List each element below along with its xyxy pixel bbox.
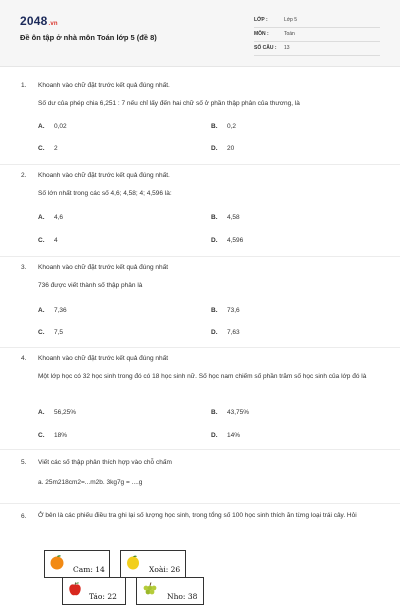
option-c[interactable] [38,237,58,244]
grape-icon [141,581,159,597]
option-value: 4,6 [54,214,64,221]
divider [0,256,400,257]
option-b[interactable] [211,409,249,416]
meta-key: MÔN : [254,31,269,37]
answer-field[interactable]: a. 25m218cm2=...m2b. 3kg7g = ....g [38,479,143,486]
option-letter: D. [211,432,218,439]
question-number: 5. [21,459,27,466]
option-letter: D. [211,237,218,244]
option-value: 2 [54,145,58,152]
orange-icon [49,554,65,570]
option-value: 7,36 [54,307,67,314]
option-value: 56,25% [54,409,77,416]
question-body: Số lớn nhất trong các số 4,6; 4,58; 4; 4,596 là: [38,190,172,197]
divider [0,449,400,450]
option-b[interactable] [211,123,236,130]
fruit-card-label: Táo: 22 [89,592,117,601]
fruit-card-label: Cam: 14 [73,565,105,574]
option-letter: A. [38,123,45,130]
option-d[interactable] [211,329,240,336]
option-letter: C. [38,237,45,244]
question-number: 1. [21,82,27,89]
question-body: Một lớp học có 32 học sinh trong đó có 18 học sinh nữ. Số học nam chiếm số phần trăm số học sinh của lớp đó là [38,373,367,380]
option-letter: B. [211,123,218,130]
question-body: Số dư của phép chia 6,251 : 7 nếu chỉ lấy đến hai chữ số ở phần thập phân của thương, là [38,100,300,107]
meta-question-count [254,43,380,56]
option-d[interactable] [211,145,234,152]
apple-icon [67,581,83,597]
fruit-card-grape [136,577,204,605]
question-number: 4. [21,355,27,362]
option-c[interactable] [38,432,67,439]
document-header [0,0,400,67]
option-value: 7,5 [54,329,64,336]
option-value: 4,596 [227,237,244,244]
logo-sub: .vn [48,21,58,27]
option-value: 7,63 [227,329,240,336]
mango-icon [125,554,141,570]
option-a[interactable] [38,307,67,314]
option-a[interactable] [38,123,67,130]
logo-main: 2048 [20,14,48,28]
meta-value: Lớp 5 [284,17,298,23]
option-letter: A. [38,214,45,221]
question-prompt: Khoanh vào chữ đặt trước kết quả đúng nhất. [38,82,170,89]
option-b[interactable] [211,214,240,221]
option-value: 73,6 [227,307,240,314]
option-a[interactable] [38,409,76,416]
option-value: 18% [54,432,68,439]
question-prompt: Khoanh vào chữ đặt trước kết quả đúng nhất [38,264,169,271]
option-letter: A. [38,409,45,416]
divider [0,164,400,165]
meta-key: LỚP : [254,17,268,23]
fruit-card-orange [44,550,110,578]
question-number: 3. [21,264,27,271]
option-value: 20 [227,145,235,152]
option-letter: A. [38,307,45,314]
option-c[interactable] [38,329,63,336]
document-title: Đề ôn tập ở nhà môn Toán lớp 5 (đề 8) [20,33,157,42]
question-number: 6. [21,513,27,520]
question-number: 2. [21,172,27,179]
option-letter: B. [211,409,218,416]
option-letter: D. [211,329,218,336]
option-letter: C. [38,329,45,336]
option-letter: C. [38,432,45,439]
question-prompt: Khoanh vào chữ đặt trước kết quả đúng nhất. [38,172,170,179]
question-prompt: Khoanh vào chữ đặt trước kết quả đúng nhất [38,355,169,362]
site-logo[interactable] [20,14,58,28]
fruit-card-label: Xoài: 26 [149,565,181,574]
meta-value: Toán [284,31,295,37]
option-letter: B. [211,214,218,221]
option-value: 4 [54,237,58,244]
meta-key: SỐ CÂU : [254,45,277,51]
option-letter: B. [211,307,218,314]
option-value: 0,02 [54,123,67,130]
meta-value: 13 [284,45,290,51]
divider [0,347,400,348]
option-value: 14% [227,432,241,439]
divider [0,503,400,504]
option-c[interactable] [38,145,58,152]
fruit-card-label: Nho: 38 [167,592,198,601]
meta-subject [254,29,380,42]
question-prompt: Ở bên là các phiếu điều tra ghi lại số lượng học sinh, trong tổng số 100 học sinh thích ăn từng loại trái cây. Hỏi [38,512,357,519]
fruit-card-apple [62,577,126,605]
fruit-card-mango [120,550,186,578]
option-letter: C. [38,145,45,152]
option-value: 43,75% [227,409,250,416]
option-a[interactable] [38,214,63,221]
meta-class [254,15,380,28]
option-b[interactable] [211,307,240,314]
option-value: 0,2 [227,123,237,130]
option-d[interactable] [211,432,240,439]
option-letter: D. [211,145,218,152]
option-d[interactable] [211,237,243,244]
option-value: 4,58 [227,214,240,221]
question-body: 736 được viết thành số thập phân là [38,282,143,289]
question-prompt: Viết các số thập phân thích hợp vào chỗ chấm [38,459,172,466]
